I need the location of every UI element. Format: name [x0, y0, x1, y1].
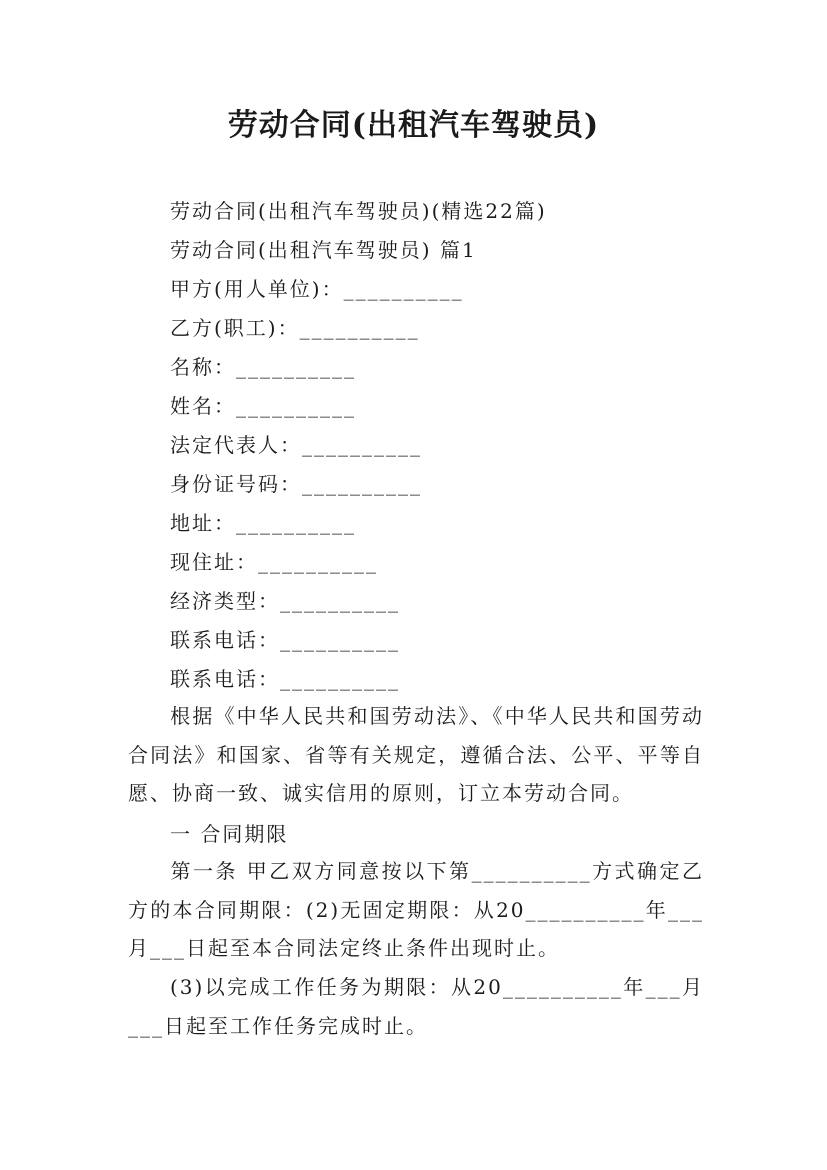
section-contract-term: 一 合同期限 [170, 822, 289, 846]
current-address-field: 现住址：__________ [170, 550, 378, 574]
address-field: 地址：__________ [170, 511, 356, 535]
article-1-paragraph [128, 852, 704, 968]
basis-paragraph [128, 697, 704, 813]
economic-type-field: 经济类型：__________ [170, 589, 400, 613]
section-heading-line: 劳动合同(出租汽车驾驶员) 篇1 [170, 238, 477, 262]
employee-name-field: 姓名：__________ [170, 394, 356, 418]
article-1-text: 第一条 甲乙双方同意按以下第__________方式确定乙方的本合同期限：(2)无固定期限：从20__________年___月___日起至本合同法定终止条件出现时止。 [128, 859, 704, 960]
party-a-field: 甲方(用人单位)：__________ [170, 277, 464, 301]
basis-paragraph-text: 根据《中华人民共和国劳动法》、《中华人民共和国劳动合同法》和国家、省等有关规定，遵循合法、公平、平等自愿、协商一致、诚实信用的原则，订立本劳动合同。 [128, 704, 704, 805]
article-1-item-3-text: (3)以完成工作任务为期限：从20__________年___月___日起至工作任务完成时止。 [128, 975, 704, 1038]
article-1-item-3-paragraph [128, 968, 704, 1045]
phone-field-1: 联系电话：__________ [170, 628, 400, 652]
subtitle-line: 劳动合同(出租汽车驾驶员)(精选22篇) [170, 199, 547, 223]
document-title: 劳动合同(出租汽车驾驶员) [227, 108, 600, 143]
legal-representative-field: 法定代表人：__________ [170, 433, 422, 457]
phone-field-2: 联系电话：__________ [170, 667, 400, 691]
party-b-field: 乙方(职工)：__________ [170, 316, 420, 340]
id-number-field: 身份证号码：__________ [170, 472, 422, 496]
company-name-field: 名称：__________ [170, 355, 356, 379]
